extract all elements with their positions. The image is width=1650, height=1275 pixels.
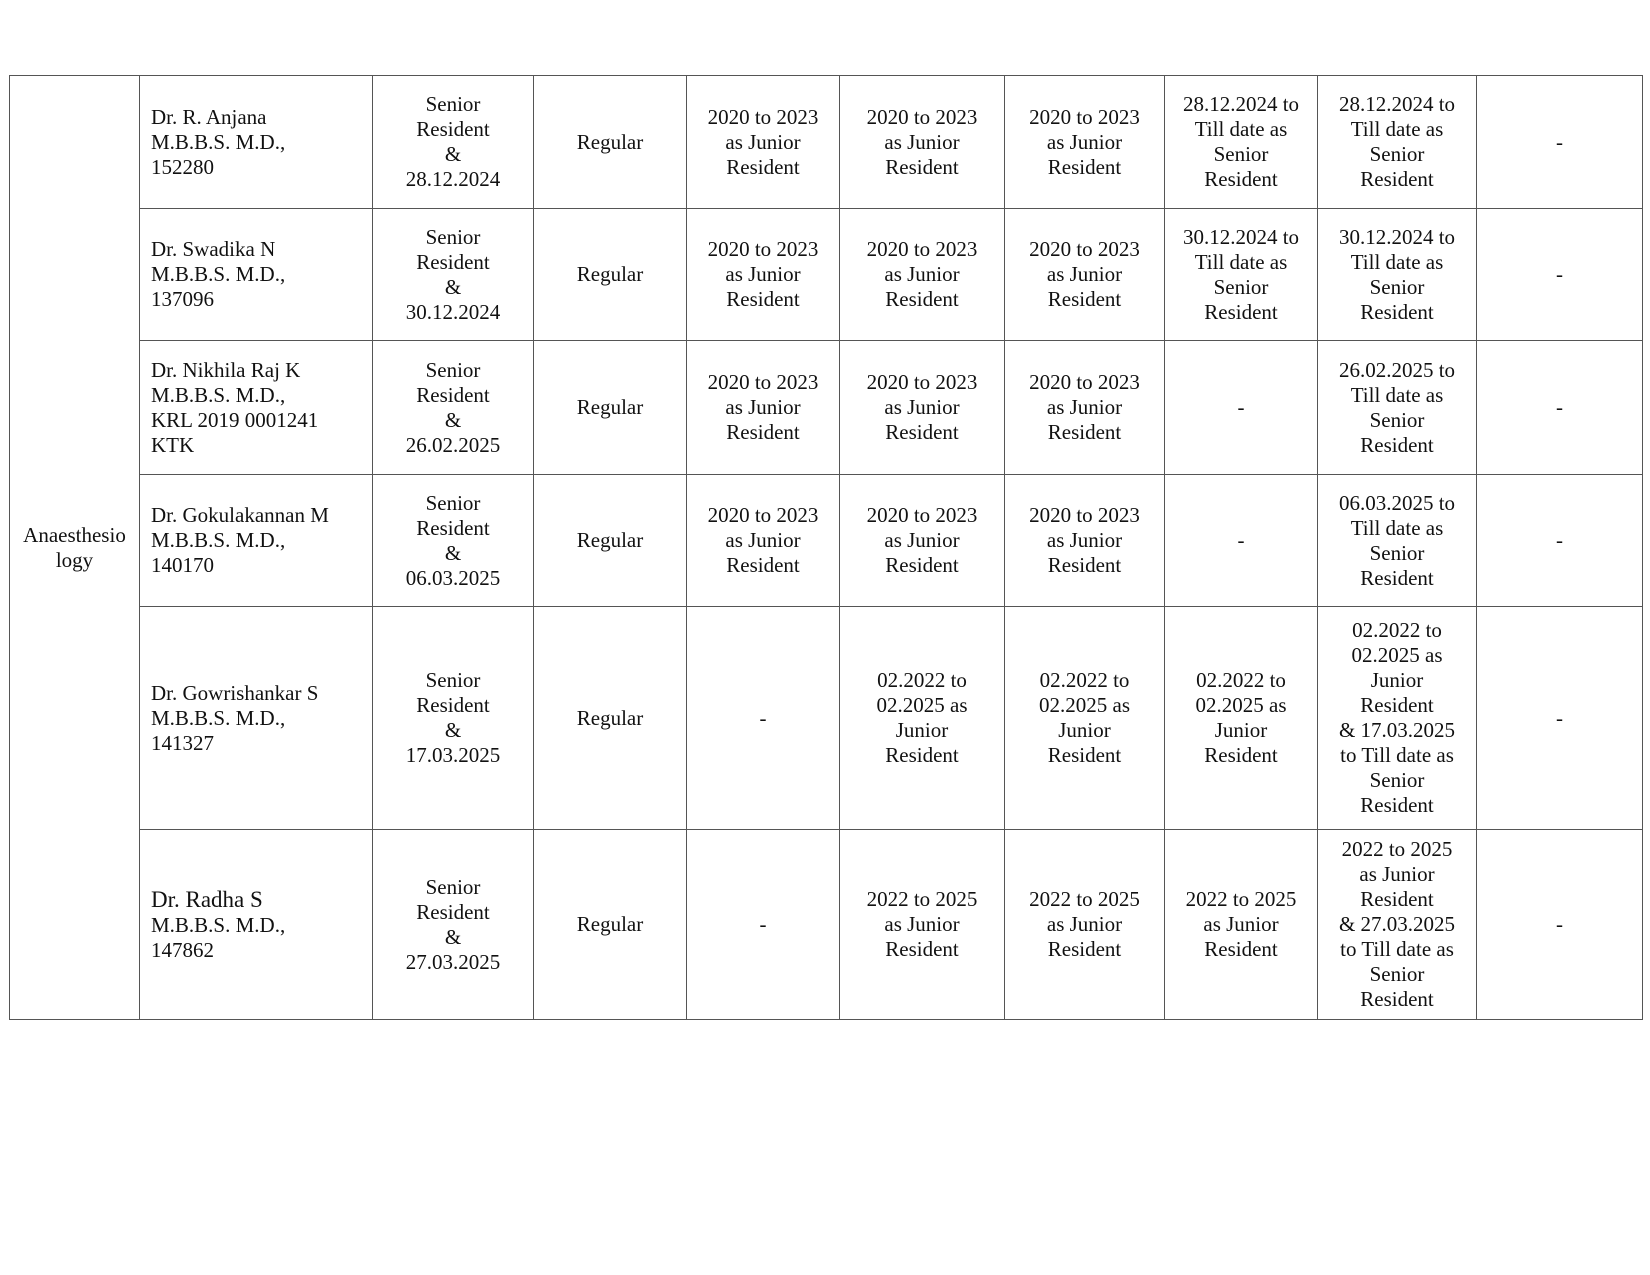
faculty-table [9,75,1643,1020]
remarks-cell: - [1477,830,1643,1020]
year5-cell: 30.12.2024 to Till date as Senior Resident [1318,209,1477,341]
doctor-qualification: M.B.B.S. M.D., 137096 [151,262,286,311]
nature-cell: Regular [534,341,687,475]
doctor-qualification: M.B.B.S. M.D., KRL 2019 0001241 KTK [151,382,319,457]
doctor-name: Dr. Swadika N [151,237,276,261]
designation-cell: Senior Resident & 27.03.2025 [373,830,534,1020]
designation-cell: Senior Resident & 17.03.2025 [373,607,534,830]
year4-cell: 28.12.2024 to Till date as Senior Resident [1165,76,1318,209]
name-cell [140,830,373,1020]
year5-cell: 26.02.2025 to Till date as Senior Resident [1318,341,1477,475]
doctor-name: Dr. Gokulakannan M [151,503,329,527]
year1-cell: 2020 to 2023 as Junior Resident [687,76,840,209]
year1-cell: 2020 to 2023 as Junior Resident [687,475,840,607]
year3-cell: 2020 to 2023 as Junior Resident [1005,76,1165,209]
year2-cell: 2020 to 2023 as Junior Resident [840,76,1005,209]
year4-cell: 2022 to 2025 as Junior Resident [1165,830,1318,1020]
nature-cell: Regular [534,830,687,1020]
year4-cell: - [1165,475,1318,607]
year3-cell: 2020 to 2023 as Junior Resident [1005,209,1165,341]
nature-cell: Regular [534,607,687,830]
year2-cell: 2020 to 2023 as Junior Resident [840,209,1005,341]
remarks-cell: - [1477,341,1643,475]
year4-cell: - [1165,341,1318,475]
year5-cell: 28.12.2024 to Till date as Senior Resident [1318,76,1477,209]
year3-cell: 2020 to 2023 as Junior Resident [1005,475,1165,607]
year2-cell: 2020 to 2023 as Junior Resident [840,475,1005,607]
remarks-cell: - [1477,607,1643,830]
name-cell [140,341,373,475]
remarks-cell: - [1477,475,1643,607]
designation-cell: Senior Resident & 30.12.2024 [373,209,534,341]
name-cell [140,209,373,341]
doctor-qualification: M.B.B.S. M.D., 152280 [151,129,286,179]
year1-cell: - [687,830,840,1020]
doctor-name: Dr. Nikhila Raj K [151,357,301,382]
year4-cell: 02.2022 to 02.2025 as Junior Resident [1165,607,1318,830]
year3-cell: 2022 to 2025 as Junior Resident [1005,830,1165,1020]
doctor-qualification: M.B.B.S. M.D., 147862 [151,912,286,962]
doctor-qualification: M.B.B.S. M.D., 140170 [151,528,286,577]
table-row [10,209,1643,341]
year2-cell: 02.2022 to 02.2025 as Junior Resident [840,607,1005,830]
remarks-cell: - [1477,76,1643,209]
table-row [10,607,1643,830]
year1-cell: - [687,607,840,830]
name-cell [140,607,373,830]
table-row [10,830,1643,1020]
year1-cell: 2020 to 2023 as Junior Resident [687,341,840,475]
name-cell [140,76,373,209]
year2-cell: 2022 to 2025 as Junior Resident [840,830,1005,1020]
table-row [10,76,1643,209]
nature-cell: Regular [534,475,687,607]
remarks-cell: - [1477,209,1643,341]
doctor-name: Dr. R. Anjana [151,104,267,129]
designation-cell: Senior Resident & 28.12.2024 [373,76,534,209]
year3-cell: 02.2022 to 02.2025 as Junior Resident [1005,607,1165,830]
nature-cell: Regular [534,209,687,341]
designation-cell: Senior Resident & 26.02.2025 [373,341,534,475]
year5-cell: 2022 to 2025 as Junior Resident & 27.03.2025 to Till date as Senior Resident [1318,830,1477,1020]
doctor-name: Dr. Radha S [151,886,263,912]
nature-cell: Regular [534,76,687,209]
year4-cell: 30.12.2024 to Till date as Senior Resident [1165,209,1318,341]
doctor-name: Dr. Gowrishankar S [151,680,319,705]
year5-cell: 06.03.2025 to Till date as Senior Resident [1318,475,1477,607]
table-row [10,341,1643,475]
doctor-qualification: M.B.B.S. M.D., 141327 [151,705,286,755]
year5-cell: 02.2022 to 02.2025 as Junior Resident & 17.03.2025 to Till date as Senior Resident [1318,607,1477,830]
designation-cell: Senior Resident & 06.03.2025 [373,475,534,607]
year1-cell: 2020 to 2023 as Junior Resident [687,209,840,341]
table-row [10,475,1643,607]
department-cell: Anaesthesio logy [10,76,140,1020]
name-cell [140,475,373,607]
year2-cell: 2020 to 2023 as Junior Resident [840,341,1005,475]
year3-cell: 2020 to 2023 as Junior Resident [1005,341,1165,475]
